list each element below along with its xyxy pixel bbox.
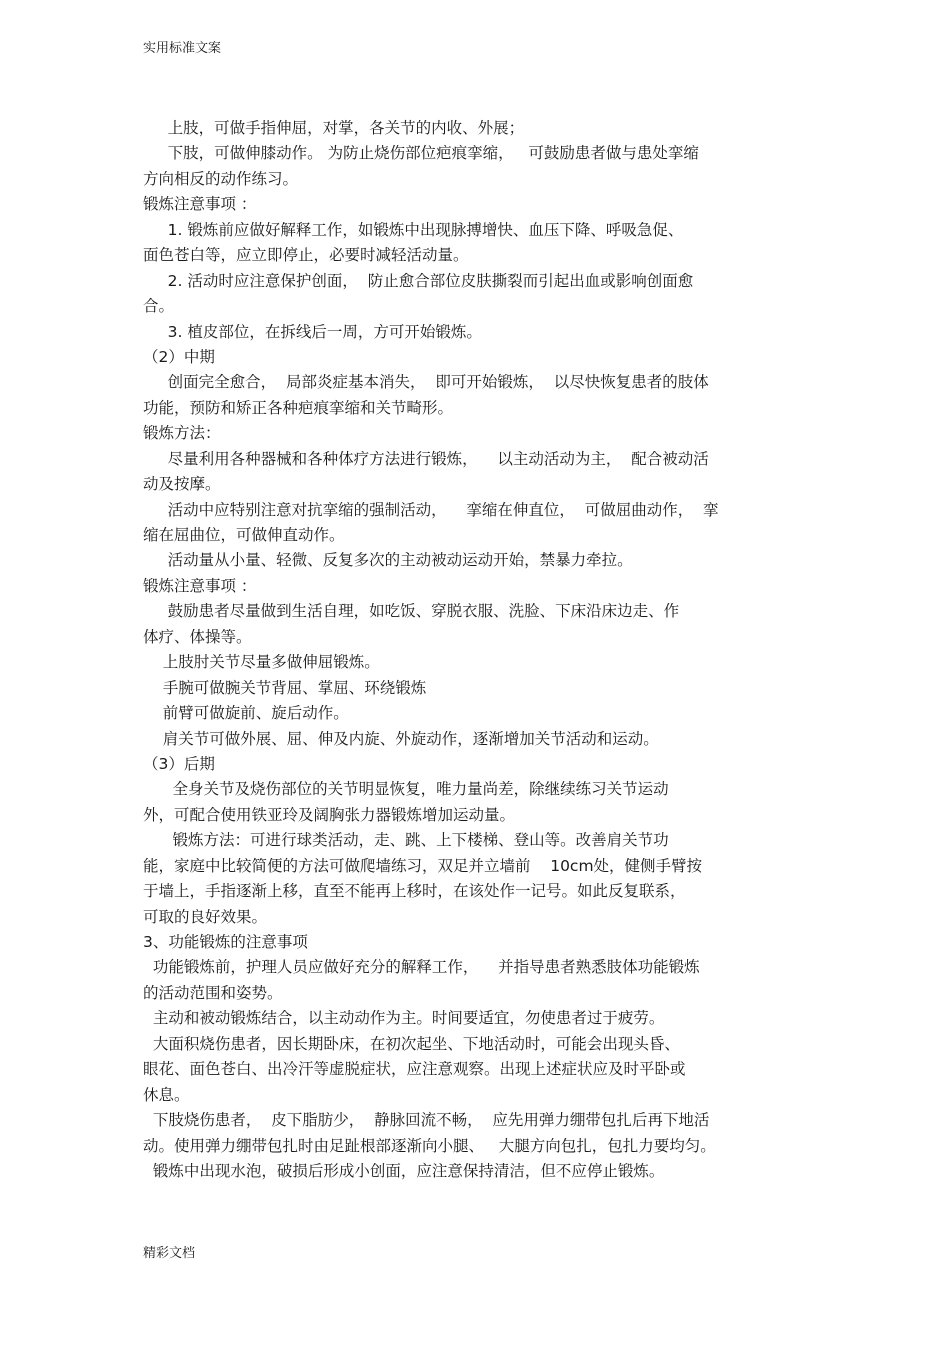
- text-line: 3. 植皮部位，在拆线后一周，方可开始锻炼。: [143, 322, 482, 341]
- text-line: 眼花、面色苍白、出冷汗等虚脱症状，应注意观察。出现上述症状应及时平卧或: [143, 1060, 686, 1079]
- text-line: 体疗、体操等。: [143, 627, 252, 646]
- text-line: 外，可配合使用铁亚玲及阔胸张力器锻炼增加运动量。: [143, 805, 516, 824]
- text-line: 活动中应特别注意对抗挛缩的强制活动， 挛缩在伸直位， 可做屈曲动作， 挛: [143, 500, 719, 519]
- section-heading: 锻炼注意事项 ：: [143, 195, 257, 214]
- text-line: 休息。: [143, 1085, 190, 1104]
- text-line: 活动量从小量、轻微、反复多次的主动被动运动开始，禁暴力牵拉。: [143, 551, 633, 570]
- text-line: 前臂可做旋前、旋后动作。: [143, 704, 349, 723]
- text-line: 下肢烧伤患者， 皮下脂肪少， 静脉回流不畅， 应先用弹力绷带包扎后再下地活: [143, 1111, 710, 1130]
- page-footer: 精彩文档: [143, 1246, 196, 1261]
- text-line: 缩在屈曲位，可做伸直动作。: [143, 526, 345, 544]
- text-line: 功能锻炼前，护理人员应做好充分的解释工作， 并指导患者熟悉肢体功能锻炼: [143, 958, 700, 977]
- text-line: 主动和被动锻炼结合，以主动动作为主。时间要适宜，勿使患者过于疲劳。: [143, 1009, 665, 1028]
- text-line: 于墙上，手指逐渐上移，直至不能再上移时，在该处作一记号。如此反复联系，: [143, 882, 686, 901]
- text-line: 上肢，可做手指伸屈，对掌，各关节的内收、外展；: [143, 119, 525, 137]
- text-line: 全身关节及烧伤部位的关节明显恢复，唯力量尚差，除继续练习关节运动: [143, 780, 669, 799]
- page-header: 实用标准文案: [143, 41, 222, 56]
- section-heading: （2）中期: [143, 347, 215, 366]
- text-line: 的活动范围和姿势。: [143, 983, 283, 1002]
- text-line: 肩关节可做外展、屈、伸及内旋、外旋动作，逐渐增加关节活动和运动。: [143, 729, 659, 748]
- text-line: 上肢肘关节尽量多做伸屈锻炼。: [143, 653, 380, 672]
- text-line: 尽量利用各种器械和各种体疗方法进行锻炼， 以主动活动为主， 配合被动活: [143, 449, 709, 468]
- section-heading: 3、功能锻炼的注意事项: [143, 933, 308, 951]
- section-heading: 锻炼注意事项 ：: [143, 576, 257, 595]
- section-heading: 锻炼方法：: [143, 424, 221, 443]
- text-line: 动及按摩。: [143, 475, 221, 494]
- text-line: 1. 锻炼前应做好解释工作，如锻炼中出现脉搏增快、血压下降、呼吸急促、: [143, 220, 684, 239]
- section-heading: （3）后期: [143, 754, 215, 773]
- text-line: 方向相反的动作练习。: [143, 169, 299, 188]
- document-body: [143, 116, 823, 1184]
- text-line: 功能，预防和矫正各种疤痕挛缩和关节畸形。: [143, 398, 454, 417]
- text-line: 可取的良好效果。: [143, 907, 268, 926]
- text-line: 合。: [143, 297, 175, 316]
- text-line: 大面积烧伤患者，因长期卧床，在初次起坐、下地活动时，可能会出现头昏、: [143, 1034, 680, 1053]
- text-line: 鼓励患者尽量做到生活自理，如吃饭、穿脱衣服、洗脸、下床沿床边走、作: [143, 602, 680, 621]
- text-line: 手腕可做腕关节背屈、掌屈、环绕锻炼: [143, 678, 427, 697]
- text-line: 2. 活动时应注意保护创面， 防止愈合部位皮肤撕裂而引起出血或影响创面愈: [143, 271, 694, 290]
- text-line: 锻炼方法：可进行球类活动，走、跳、上下楼梯、登山等。改善肩关节功: [143, 831, 669, 850]
- text-line: 下肢，可做伸膝动作。 为防止烧伤部位疤痕挛缩， 可鼓励患者做与患处挛缩: [143, 144, 699, 163]
- text-line: 动。使用弹力绷带包扎时由足趾根部逐渐向小腿、 大腿方向包扎，包扎力要均匀。: [143, 1136, 716, 1155]
- text-line: 面色苍白等，应立即停止，必要时减轻活动量。: [143, 246, 469, 265]
- text-line: 能，家庭中比较简便的方法可做爬墙练习，双足并立墙前 10cm处，健侧手臂按: [143, 856, 703, 875]
- text-line: 创面完全愈合， 局部炎症基本消失， 即可开始锻炼， 以尽快恢复患者的肢体: [143, 373, 709, 392]
- text-line: 锻炼中出现水泡，破损后形成小创面，应注意保持清洁，但不应停止锻炼。: [143, 1161, 665, 1180]
